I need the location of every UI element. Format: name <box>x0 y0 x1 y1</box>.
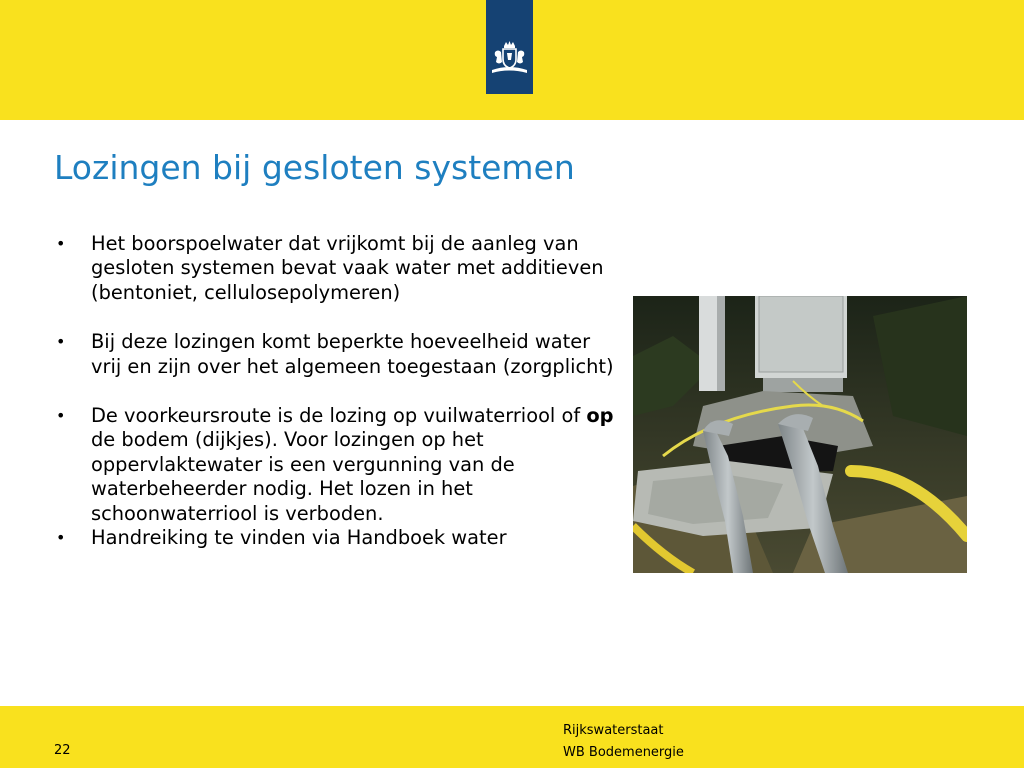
bullet-text: Het boorspoelwater dat vrijkomt bij de aanleg van gesloten systemen bevat vaak water met additieven (bentoniet, cellulosepolymeren) <box>91 232 604 304</box>
coat-of-arms-icon <box>489 40 530 76</box>
bullet-text: Handreiking te vinden via Handboek water <box>91 526 507 550</box>
bullet-dot: • <box>56 332 66 352</box>
bullet-list <box>56 232 616 550</box>
page-number: 22 <box>54 743 71 758</box>
department-name: WB Bodemenergie <box>563 745 684 760</box>
slide-title: Lozingen bij gesloten systemen <box>54 148 575 187</box>
bullet-item <box>56 404 616 526</box>
bullet-dot: • <box>56 234 66 253</box>
bullet-item <box>56 526 616 550</box>
bullet-dot: • <box>56 528 66 548</box>
footer-organisation <box>563 720 684 764</box>
bullet-dot: • <box>56 406 66 426</box>
bullet-text: Bij deze lozingen komt beperkte hoeveelheid water vrij en zijn over het algemeen toegestaan (zorgplicht) <box>91 330 614 378</box>
bullet-text: de bodem (dijkjes). Voor lozingen op het oppervlaktewater is een vergunning van de waterbeheerder nodig. Het lozen in het schoonwaterriool is verboden. <box>91 428 515 525</box>
top-banner <box>0 0 1024 120</box>
organisation-name: Rijkswaterstaat <box>563 723 664 738</box>
footer-bar <box>0 706 1024 768</box>
photo-pipes-manhole <box>633 296 967 573</box>
government-logo <box>486 0 533 94</box>
bullet-item <box>56 232 616 305</box>
bullet-item <box>56 330 616 379</box>
bullet-bold-text: op <box>586 404 614 428</box>
bullet-text: De voorkeursroute is de lozing op vuilwaterriool of <box>91 404 587 428</box>
